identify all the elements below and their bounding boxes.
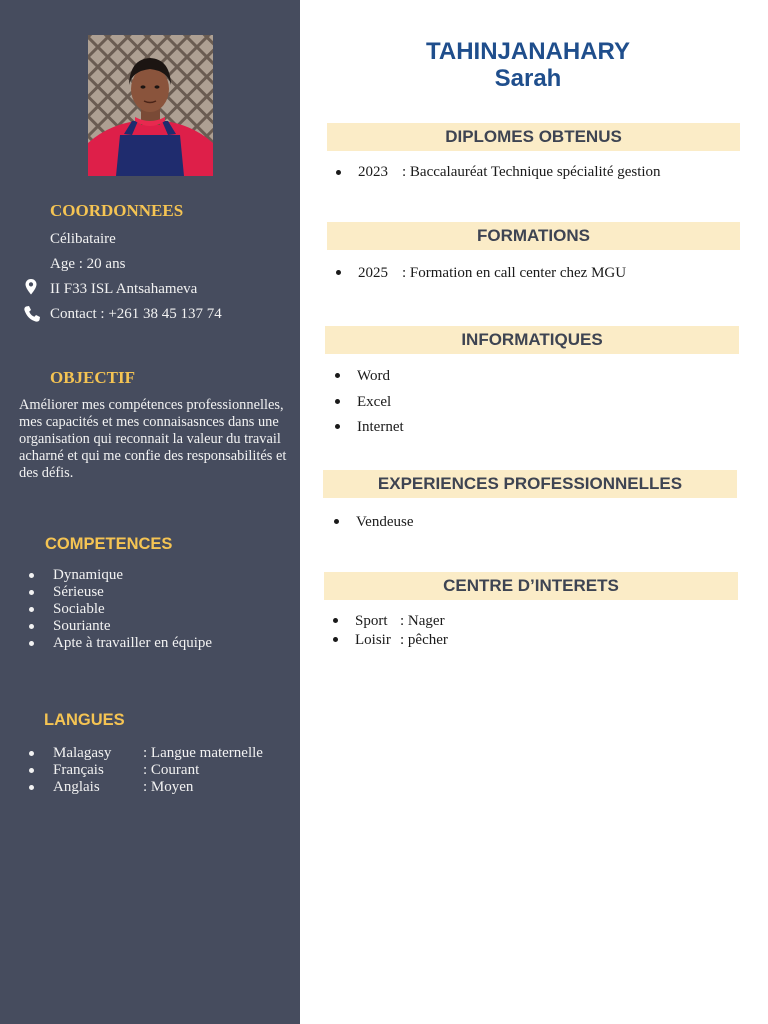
interets-heading: CENTRE D’INTERETS bbox=[324, 572, 738, 600]
informatiques-heading: INFORMATIQUES bbox=[325, 326, 739, 354]
first-name: Sarah bbox=[494, 65, 562, 92]
list-item bbox=[27, 745, 263, 762]
formation-year: 2025 bbox=[358, 265, 388, 281]
address: II F33 ISL Antsahameva bbox=[50, 281, 198, 297]
candidate-name bbox=[328, 38, 728, 92]
list-item: Souriante bbox=[27, 618, 212, 635]
language-level: : Langue maternelle bbox=[143, 745, 263, 761]
language-level: : Courant bbox=[143, 762, 200, 778]
language-name: Anglais bbox=[53, 779, 100, 795]
list-item: Word bbox=[357, 368, 390, 384]
last-name: TAHINJANAHARY bbox=[426, 38, 630, 65]
list-item: Vendeuse bbox=[356, 514, 414, 530]
diplome-year: 2023 bbox=[358, 164, 388, 180]
language-level: : Moyen bbox=[143, 779, 194, 795]
interest-label: Sport bbox=[355, 613, 388, 629]
list-item: Internet bbox=[357, 419, 404, 435]
langues-heading: LANGUES bbox=[44, 711, 125, 729]
bullet bbox=[333, 618, 338, 623]
langues-list bbox=[27, 745, 263, 796]
objectif-heading: OBJECTIF bbox=[50, 368, 136, 387]
bullet bbox=[336, 270, 341, 275]
formations-heading: FORMATIONS bbox=[327, 222, 740, 250]
list-item: Dynamique bbox=[27, 567, 212, 584]
list-item: Sérieuse bbox=[27, 584, 212, 601]
diplomes-heading: DIPLOMES OBTENUS bbox=[327, 123, 740, 151]
bullet bbox=[333, 637, 338, 642]
list-item: Excel bbox=[357, 394, 392, 410]
diplome-text: : Baccalauréat Technique spécialité gestion bbox=[402, 164, 661, 180]
bullet bbox=[335, 399, 340, 404]
bullet bbox=[335, 373, 340, 378]
interest-value: : Nager bbox=[400, 613, 445, 629]
list-item: Sociable bbox=[27, 601, 212, 618]
experiences-heading: EXPERIENCES PROFESSIONNELLES bbox=[323, 470, 737, 498]
language-name: Français bbox=[53, 762, 104, 778]
bullet bbox=[334, 519, 339, 524]
formation-text: : Formation en call center chez MGU bbox=[402, 265, 627, 281]
profile-photo-image bbox=[88, 35, 213, 176]
list-item: Apte à travailler en équipe bbox=[27, 635, 212, 652]
phone-icon bbox=[23, 305, 39, 323]
interest-value: : pêcher bbox=[400, 632, 448, 648]
interest-label: Loisir bbox=[355, 632, 391, 648]
list-item bbox=[27, 762, 200, 779]
age: Age : 20 ans bbox=[50, 256, 126, 272]
language-name: Malagasy bbox=[53, 745, 112, 761]
map-pin-icon bbox=[24, 278, 40, 296]
list-item bbox=[27, 779, 194, 796]
marital-status: Célibataire bbox=[50, 231, 116, 247]
competences-heading: COMPETENCES bbox=[45, 535, 173, 553]
bullet bbox=[336, 170, 341, 175]
bullet bbox=[335, 424, 340, 429]
competences-list bbox=[27, 567, 212, 652]
profile-photo bbox=[88, 35, 213, 176]
coordonnees-heading: COORDONNEES bbox=[50, 201, 184, 220]
contact: Contact : +261 38 45 137 74 bbox=[50, 306, 222, 322]
objectif-text: Améliorer mes compétences professionnelles, mes capacités et mes connaisasnces dans une organisation qui reconnait la valeur du travail acharné et qui me confie des responsabilités et des défis. bbox=[19, 397, 287, 481]
sidebar bbox=[0, 0, 300, 1024]
